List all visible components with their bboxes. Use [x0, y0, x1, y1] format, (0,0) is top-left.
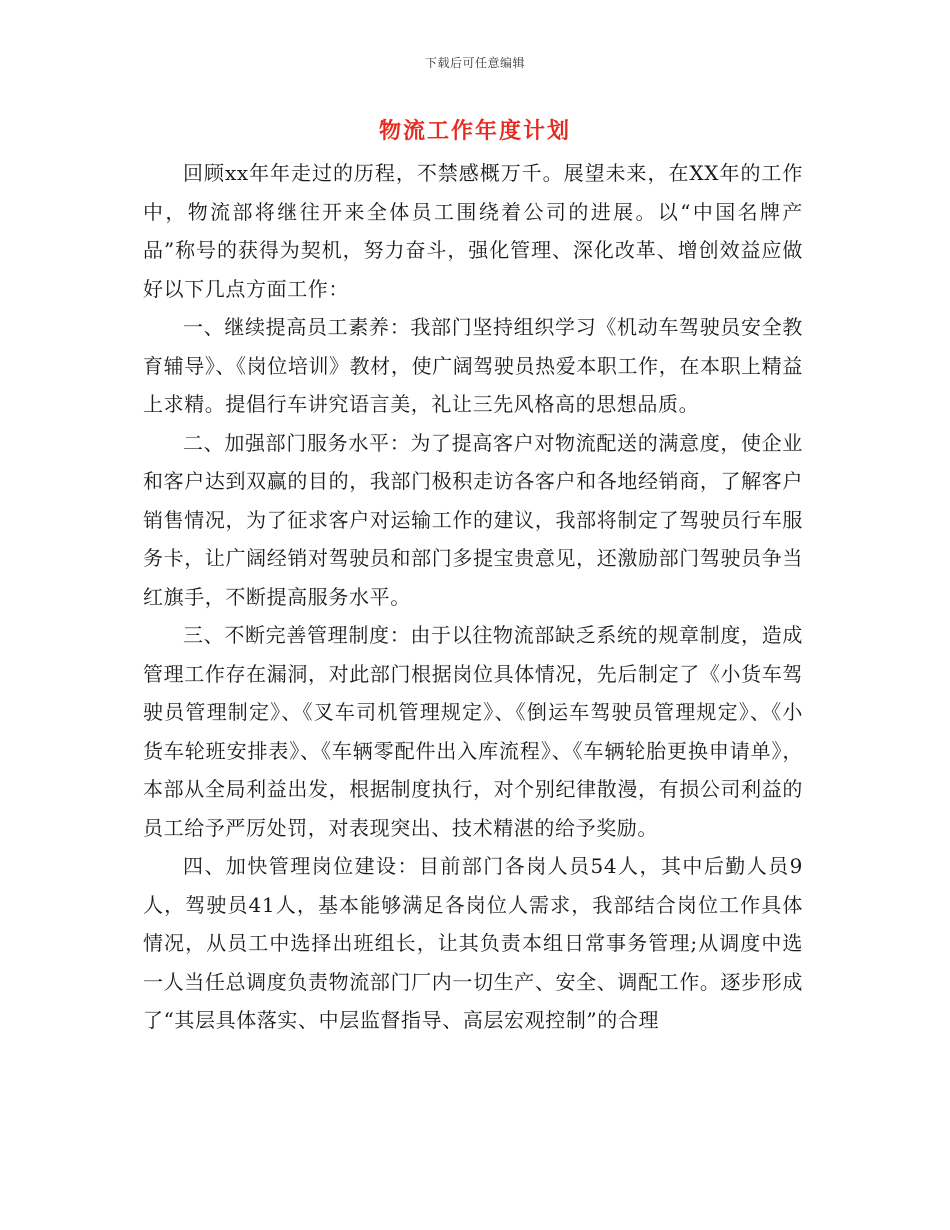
document-body [143, 154, 803, 1040]
header-note: 下载后可任意编辑 [424, 56, 525, 70]
paragraph-service-level: 二、加强部门服务水平：为了提高客户对物流配送的满意度，使企业和客户达到双赢的目的，我部门极积走访各客户和各地经销商，了解客户销售情况，为了征求客户对运输工作的建议，我部将制定了驾驶员行车服务卡，让广阔经销对驾驶员和部门多提宝贵意见，还激励部门驾驶员争当红旗手，不断提高服务水平。 [143, 430, 803, 609]
paragraph-management-system: 三、不断完善管理制度：由于以往物流部缺乏系统的规章制度，造成管理工作存在漏洞，对此部门根据岗位具体情况，先后制定了《小货车驾驶员管理制定》、《叉车司机管理规定》、《倒运车驾驶员管理规定》、《小货车轮班安排表》、《车辆零配件出入库流程》、《车辆轮胎更换申请单》，本部从全局利益出发，根据制度执行，对个别纪律散漫，有损公司利益的员工给予严厉处罚，对表现突出、技术精湛的给予奖励。 [143, 623, 803, 840]
document-title: 物流工作年度计划 [378, 118, 571, 144]
paragraph-post-construction: 四、加快管理岗位建设：目前部门各岗人员54人，其中后勤人员9人，驾驶员41人，基本能够满足各岗位人需求，我部结合岗位工作具体情况，从员工中选择出班组长，让其负责本组日常事务管理;从调度中选一人当任总调度负责物流部门厂内一切生产、安全、调配工作。逐步形成了“其层具体落实、中层监督指导、高层宏观控制”的合理 [143, 854, 803, 1032]
paragraph-staff-quality: 一、继续提高员工素养：我部门坚持组织学习《机动车驾驶员安全教育辅导》、《岗位培训》教材，使广阔驾驶员热爱本职工作，在本职上精益上求精。提倡行车讲究语言美，礼让三先风格高的思想品质。 [143, 315, 803, 416]
paragraph-intro: 回顾xx年年走过的历程，不禁感概万千。展望未来，在XX年的工作中，物流部将继往开来全体员工围绕着公司的进展。以“中国名牌产品”称号的获得为契机，努力奋斗，强化管理、深化改革、增创效益应做好以下几点方面工作： [143, 161, 803, 301]
